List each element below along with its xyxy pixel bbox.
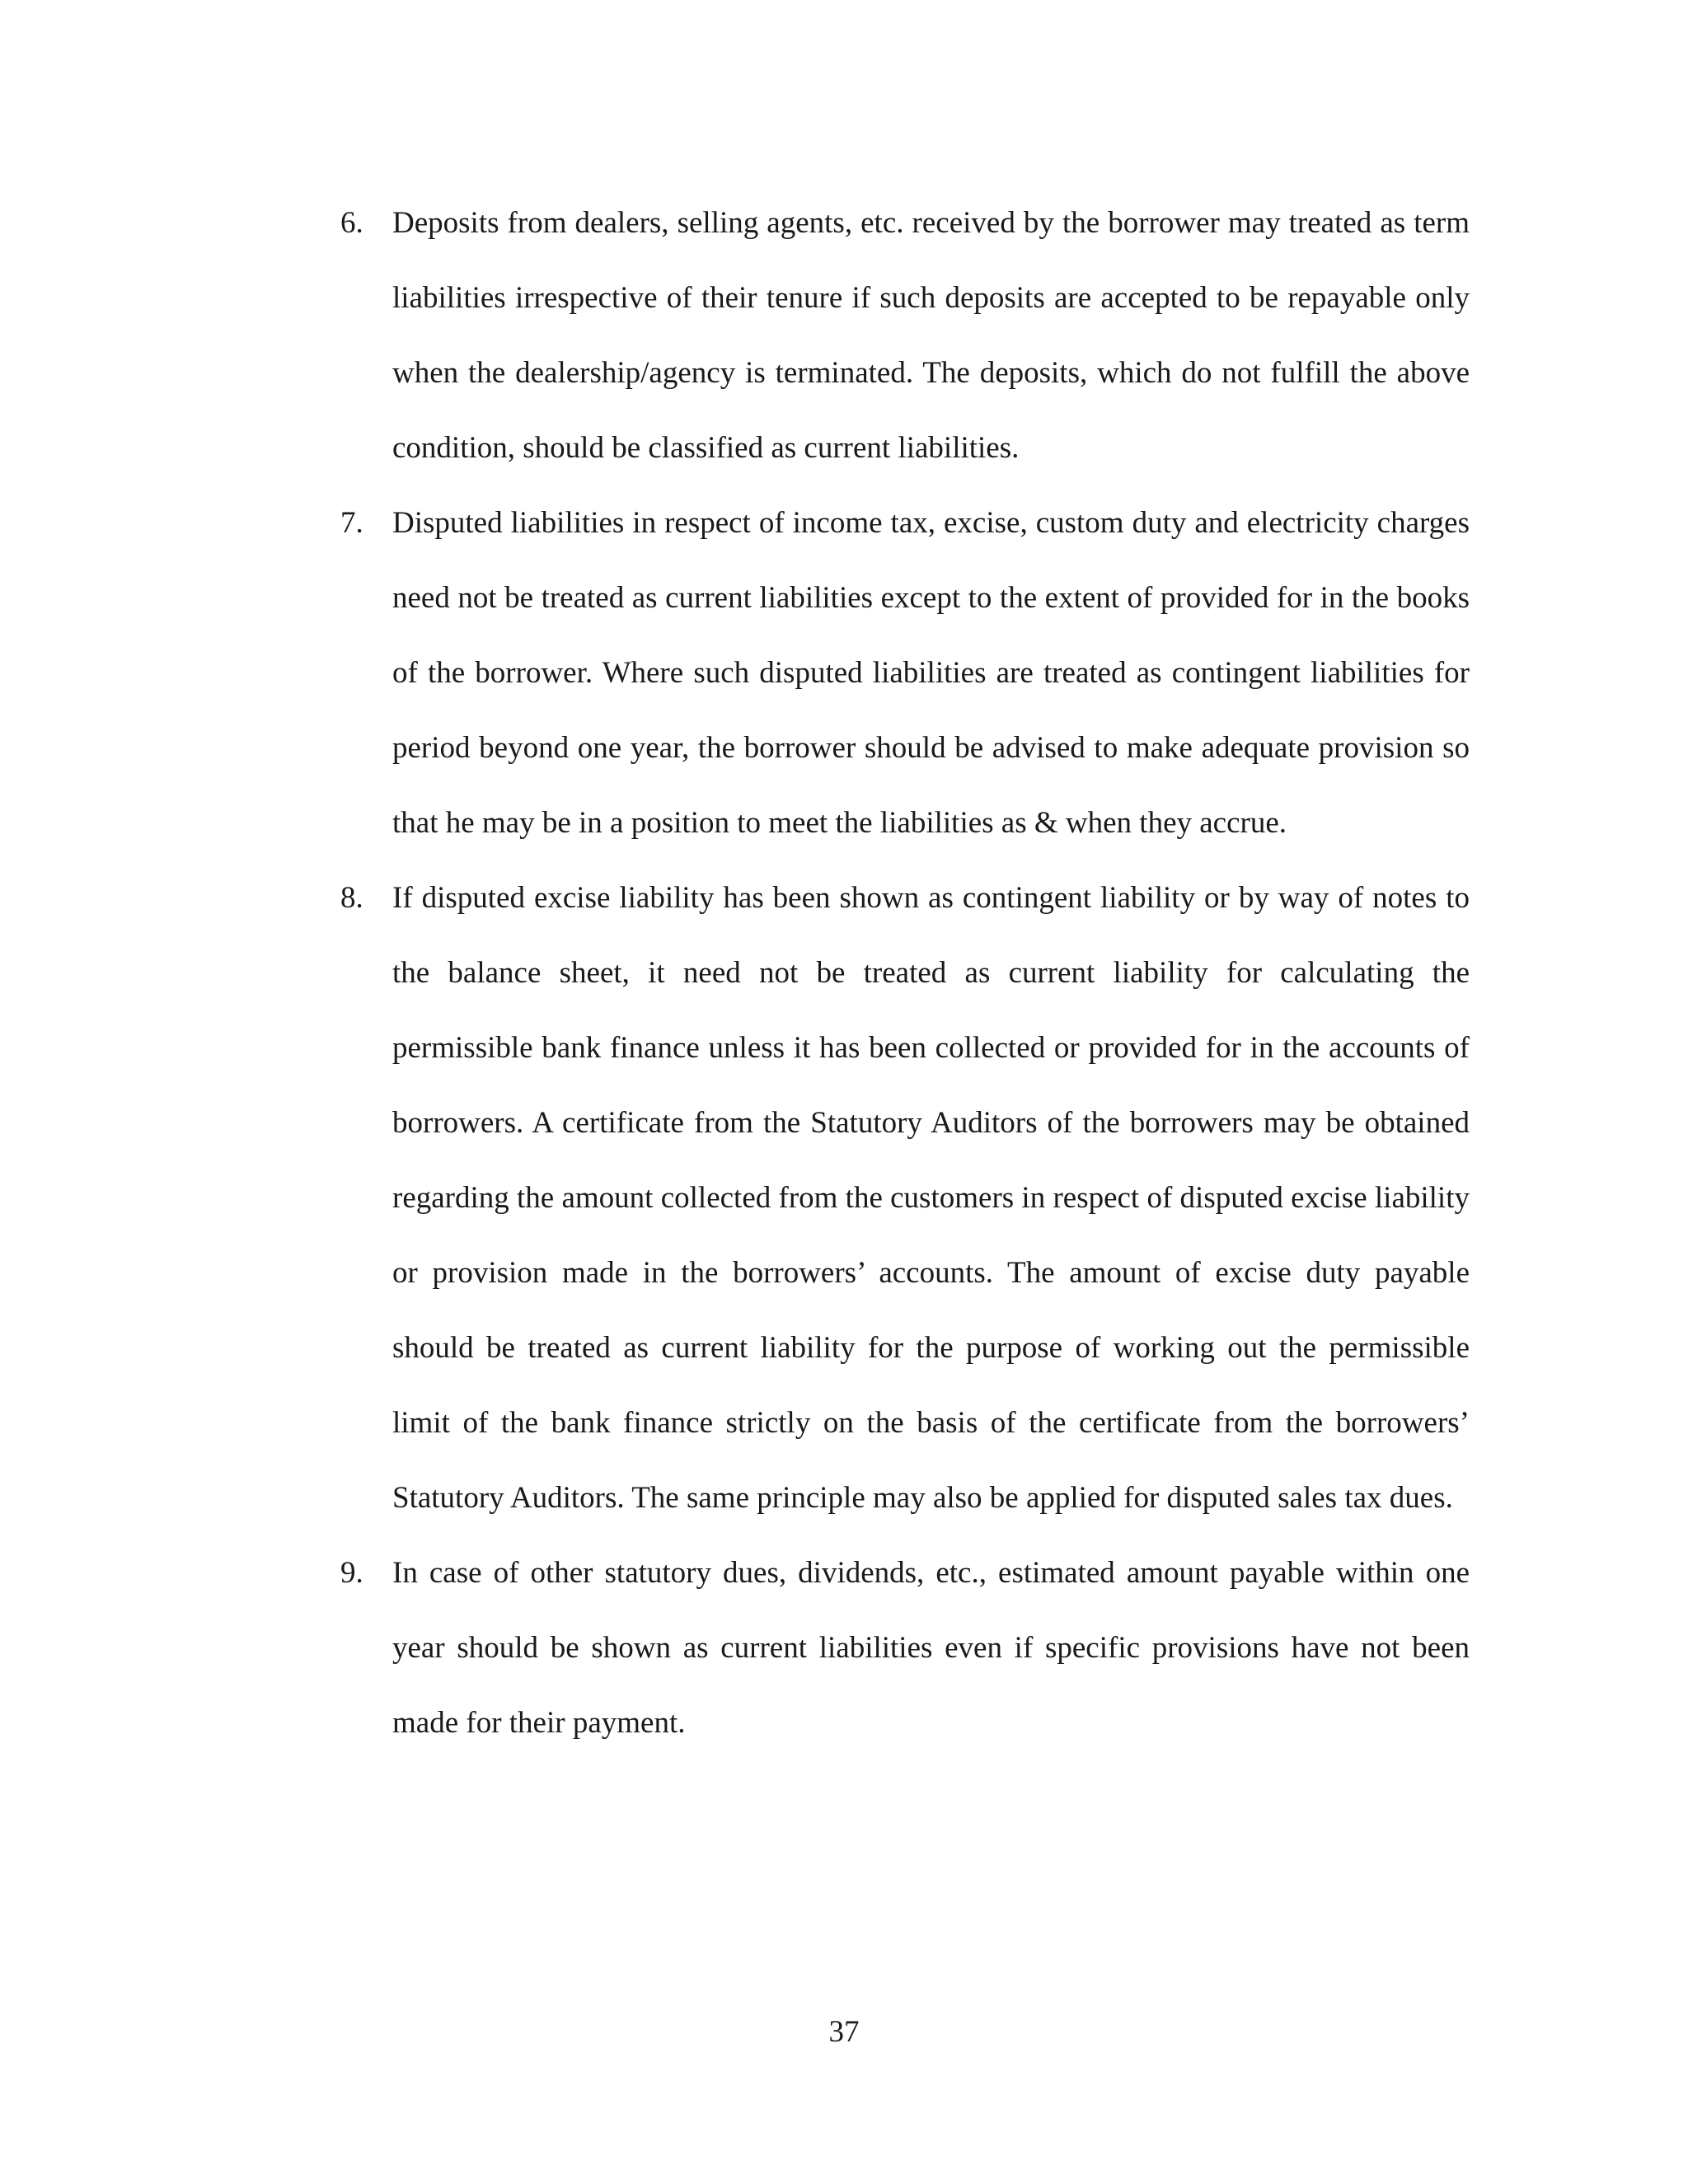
item-text: In case of other statutory dues, dividends, etc., estimated amount payable within one year should be shown as current liabilities even if specific provisions have not been made for their payment. <box>392 1556 1470 1740</box>
item-number: 9. <box>340 1556 363 1590</box>
item-number: 7. <box>340 506 363 540</box>
item-text: If disputed excise liability has been shown as contingent liability or by way of notes to the balance sheet, it need not be treated as current liability for calculating the permissible bank finance unless it has been collected or provided for in the accounts of borrowers. A certificate from the Statutory Auditors of the borrowers may be obtained regarding the amount collected from the customers in respect of disputed excise liability or provision made in the borrowers’ accounts. The amount of excise duty payable should be treated as current liability for the purpose of working out the permissible limit of the bank finance strictly on the basis of the certificate from the borrowers’ Statutory Auditors. The same principle may also be applied for disputed sales tax dues. <box>392 881 1470 1515</box>
numbered-list <box>340 185 1470 1760</box>
list-item <box>340 185 1470 485</box>
item-text: Disputed liabilities in respect of income tax, excise, custom duty and electricity charges need not be treated as current liabilities except to the extent of provided for in the books of the borrower. Where such disputed liabilities are treated as contingent liabilities for period beyond one year, the borrower should be advised to make adequate provision so that he may be in a position to meet the liabilities as & when they accrue. <box>392 506 1470 840</box>
list-item <box>340 485 1470 860</box>
item-number: 8. <box>340 881 363 915</box>
list-item <box>340 860 1470 1535</box>
page-number: 37 <box>828 2015 860 2049</box>
item-text: Deposits from dealers, selling agents, etc. received by the borrower may treated as term liabilities irrespective of their tenure if such deposits are accepted to be repayable only when the dealership/agency is terminated. The deposits, which do not fulfill the above condition, should be classified as current liabilities. <box>392 206 1470 465</box>
item-number: 6. <box>340 206 363 240</box>
list-item <box>340 1535 1470 1760</box>
